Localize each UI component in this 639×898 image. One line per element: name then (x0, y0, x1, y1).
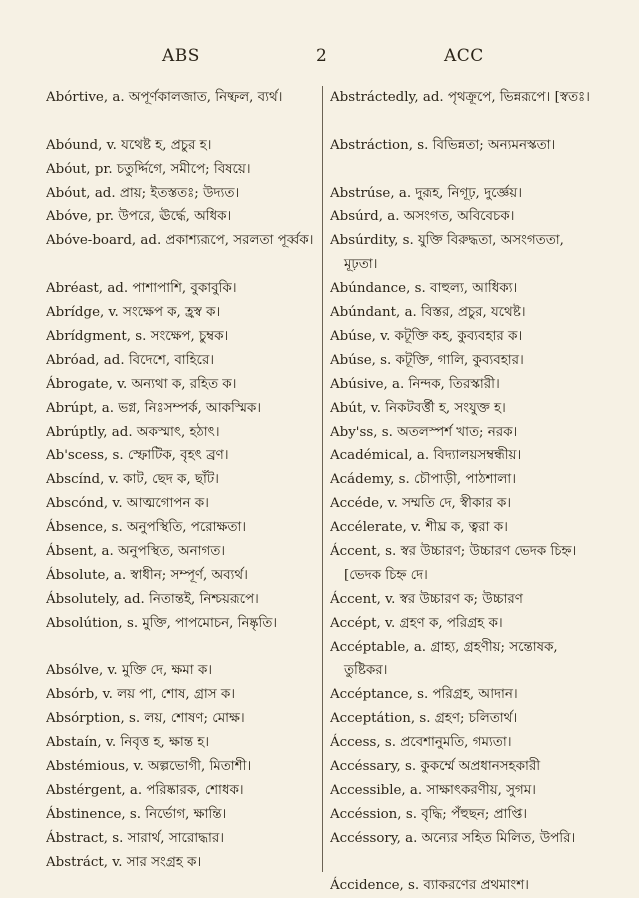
left-column (46, 86, 316, 874)
dictionary-entry: Absórb, v. লয় পা, শোষ, গ্রাস ক। (46, 687, 236, 703)
dictionary-entry: Áccidence, s. ব্যাকরণের প্রথমাংশ। (330, 878, 529, 894)
dictionary-entry: Abrúptly, ad. অকস্মাৎ, হঠাৎ। (46, 424, 220, 440)
dictionary-entry: Accépt, v. গ্রহণ ক, পরিগ্রহ ক। (330, 615, 503, 631)
dictionary-entry: Abúndant, a. বিস্তর, প্রচুর, যথেষ্ট। (330, 305, 526, 321)
dictionary-entry: Accéssory, a. অন্যের সহিত মিলিত, উপরি। (330, 830, 576, 846)
dictionary-entry: Accéssion, s. বৃদ্ধি; পঁহুছন; প্রাপ্তি। (330, 806, 528, 822)
dictionary-entry: Áccent, s. স্বর উচ্চারণ; উচ্চারণ ভেদক চিহ্ন। [ভেদক চিহ্ন দে। (330, 543, 577, 583)
dictionary-entry: Accéssary, s. কুকর্ম্মে অপ্রধানসহকারী (330, 759, 541, 775)
dictionary-entry: Absórption, s. লয়, শোষণ; মোক্ষ। (46, 711, 245, 727)
dictionary-entry: Abscínd, v. কাট, ছেদ ক, ছাঁট। (46, 472, 219, 488)
page-header (0, 46, 639, 72)
left-guide-word: ABS (162, 46, 200, 66)
dictionary-entry: Abóve, pr. উপরে, ঊর্দ্ধে, অধিক। (46, 209, 232, 225)
right-guide-word: ACC (444, 46, 484, 66)
dictionary-entry: Abrídge, v. সংক্ষেপ ক, হ্রস্ব ক। (46, 305, 221, 321)
dictionary-entry: Accéptable, a. গ্রাহ্য, গ্রহণীয়; সন্তোষক, তুষ্টিকর। (330, 639, 558, 679)
page-number: 2 (316, 46, 328, 66)
dictionary-entry: Abstráctedly, ad. পৃথক্রূপে, ভিন্নরূপে। [স্বতঃ। (330, 90, 590, 105)
dictionary-entry: Ábstinence, s. নির্ভোগ, ক্ষান্তি। (46, 806, 227, 822)
dictionary-entry: Absolútion, s. মুক্তি, পাপমোচন, নিষ্কৃতি। (46, 615, 278, 631)
dictionary-entry: Abstráct, v. সার সংগ্রহ ক। (46, 854, 202, 870)
dictionary-entry: Ábrogate, v. অন্যথা ক, রহিত ক। (46, 376, 237, 392)
dictionary-entry: Ábsolute, a. স্বাধীন; সম্পূর্ণ, অব্যর্থ। (46, 567, 248, 583)
dictionary-entry: Abscónd, v. আত্মগোপন ক। (46, 496, 209, 512)
dictionary-entry: Abórtive, a. অপূর্ণকালজাত, নিষ্ফল, ব্যর্থ। (46, 90, 283, 105)
dictionary-entry: Ábsent, a. অনুপস্থিত, অনাগত। (46, 543, 226, 559)
dictionary-entry: Abóund, v. যথেষ্ট হ, প্রচুর হ। (46, 137, 212, 153)
dictionary-entry: Abrúpt, a. ভগ্ন, নিঃসম্পর্ক, আকস্মিক। (46, 400, 262, 416)
dictionary-entry: Ábsolutely, ad. নিতান্তই, নিশ্চয়রূপে। (46, 591, 259, 607)
dictionary-entry: Abúndance, s. বাহুল্য, আধিক্য। (330, 281, 518, 297)
dictionary-entry: Abút, v. নিকটবর্ত্তী হ, সংযুক্ত হ। (330, 400, 506, 416)
dictionary-entry: Áccent, v. স্বর উচ্চারণ ক; উচ্চারণ (330, 591, 523, 607)
dictionary-entry: Académical, a. বিদ্যালয়সম্বন্ধীয়। (330, 448, 522, 464)
dictionary-entry: Absúrdity, s. যুক্তি বিরুদ্ধতা, অসংগততা, মূঢ়তা। (330, 233, 564, 273)
dictionary-entry: Abóut, pr. চতুর্দ্দিগে, সমীপে; বিষয়ে। (46, 161, 251, 177)
dictionary-entry: Accéptance, s. পরিগ্রহ, আদান। (330, 687, 518, 703)
dictionary-entry: Ábstract, s. সারার্থ, সারোদ্ধার। (46, 830, 225, 846)
right-column (330, 86, 596, 898)
dictionary-entry: Abúse, v. কটূক্তি কহ, কুব্যবহার ক। (330, 328, 523, 344)
column-divider (322, 86, 323, 872)
dictionary-entry: Aby'ss, s. অতলস্পর্শ খাত; নরক। (330, 424, 518, 440)
dictionary-entry: Acádemy, s. চৌপাড়ী, পাঠশালা। (330, 472, 516, 488)
dictionary-entry: Abstrúse, a. দুরূহ, নিগূঢ়, দুর্জ্ঞেয়। (330, 185, 522, 201)
dictionary-entry: Abóut, ad. প্রায়; ইতস্ততঃ; উদ্যত। (46, 185, 240, 201)
dictionary-entry: Accessible, a. সাক্ষাৎকরণীয়, সুগম। (330, 782, 536, 798)
dictionary-entry: Abóve-board, ad. প্রকাশ্যরূপে, সরলতা পূর্ব্বক। (46, 233, 314, 249)
dictionary-entry: Absúrd, a. অসংগত, অবিবেচক। (330, 209, 515, 225)
dictionary-entry: Abstaín, v. নিবৃত্ত হ, ক্ষান্ত হ। (46, 735, 210, 751)
dictionary-entry: Ábsence, s. অনুপস্থিতি, পরোক্ষতা। (46, 520, 247, 536)
dictionary-entry: Abúse, s. কটূক্তি, গালি, কুব্যবহার। (330, 352, 524, 368)
dictionary-entry: Abúsive, a. নিন্দক, তিরস্কারী। (330, 376, 500, 392)
dictionary-entry: Abrídgment, s. সংক্ষেপ, চুম্বক। (46, 328, 229, 344)
dictionary-entry: Abstérgent, a. পরিষ্কারক, শোধক। (46, 782, 244, 798)
dictionary-entry: Abróad, ad. বিদেশে, বাহিরে। (46, 352, 215, 368)
dictionary-entry: Absólve, v. মুক্তি দে, ক্ষমা ক। (46, 663, 213, 679)
dictionary-entry: Accéde, v. সম্মতি দে, স্বীকার ক। (330, 496, 512, 512)
dictionary-entry: Abstémious, v. অল্পভোগী, মিতাশী। (46, 758, 252, 774)
dictionary-entry: Accélerate, v. শীঘ্র ক, ত্বরা ক। (330, 520, 508, 536)
dictionary-entry: Ab'scess, s. স্ফোটিক, বৃহৎ ব্রণ। (46, 448, 229, 464)
dictionary-entry: Acceptátion, s. গ্রহণ; চলিতার্থ। (330, 711, 518, 727)
dictionary-entry: Áccess, s. প্রবেশানুমতি, গম্যতা। (330, 735, 512, 751)
dictionary-entry: Abstráction, s. বিভিন্নতা; অন্যমনস্কতা। (330, 137, 556, 153)
dictionary-entry: Abréast, ad. পাশাপাশি, বুকাবুকি। (46, 281, 237, 297)
